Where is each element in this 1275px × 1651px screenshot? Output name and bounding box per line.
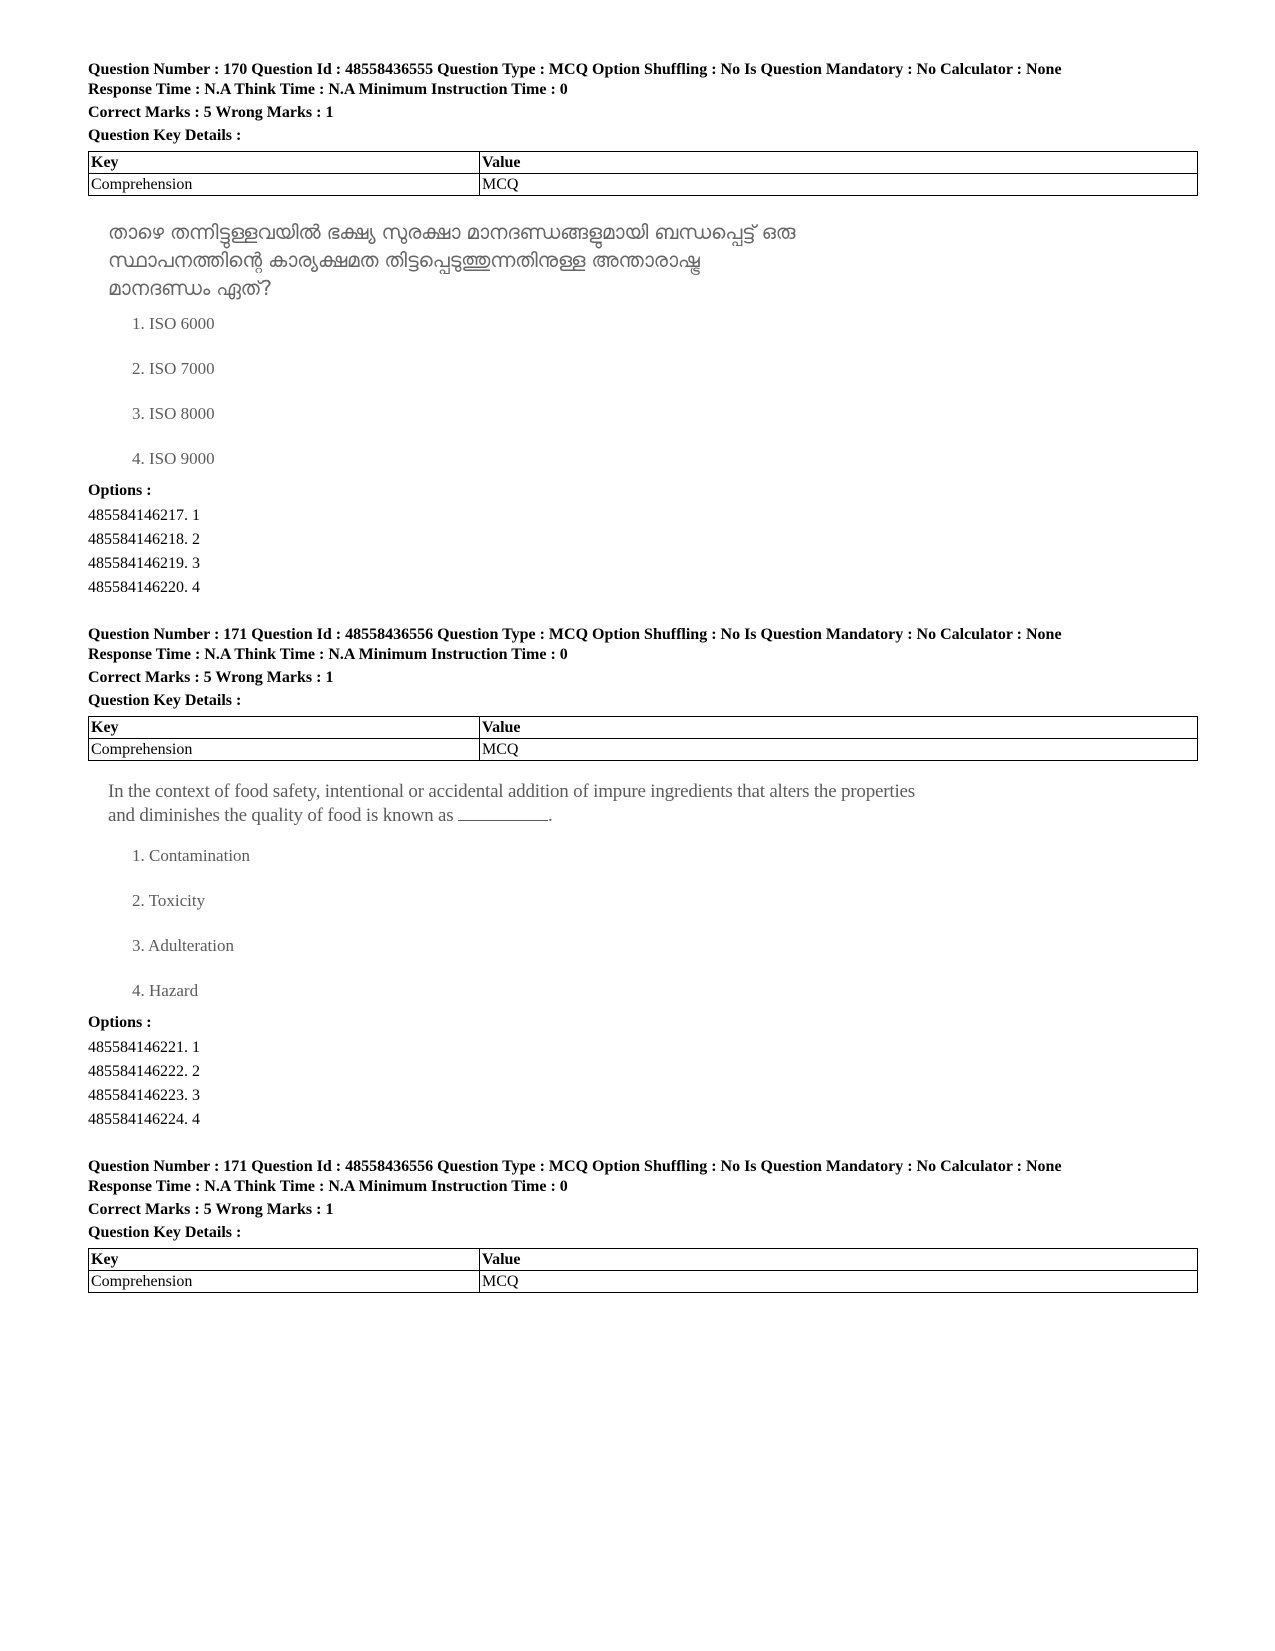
question-meta-line-1: Question Number : 171 Question Id : 48558436556 Question Type : MCQ Option Shuffling : No Is Question Mandatory : No Calculator : None (88, 1158, 1062, 1175)
key-table-row-value: MCQ (480, 739, 1198, 761)
option-row: 485584146222. 2 (88, 1063, 200, 1080)
key-table-row-key: Comprehension (89, 739, 480, 761)
question-stem-line: and diminishes the quality of food is known as . (108, 805, 553, 826)
options-label: Options : (88, 1014, 152, 1031)
key-table-row-key: Comprehension (89, 1271, 480, 1293)
answer-blank (458, 806, 548, 821)
question-meta (88, 1157, 1198, 1243)
question-block-170 (88, 60, 1198, 196)
key-table-header-value: Value (480, 717, 1198, 739)
question-key-details-label: Question Key Details : (88, 127, 242, 144)
question-choices-170 (108, 314, 215, 469)
choice-item: 2. Toxicity (132, 891, 206, 910)
choice-item: 3. Adulteration (132, 936, 234, 955)
question-marks: Correct Marks : 5 Wrong Marks : 1 (88, 669, 334, 686)
key-table-row-value: MCQ (480, 1271, 1198, 1293)
option-row: 485584146224. 4 (88, 1111, 200, 1128)
choice-item: 4. Hazard (132, 981, 199, 1000)
key-table-header-key: Key (89, 1249, 480, 1271)
options-label: Options : (88, 482, 152, 499)
question-meta-line-2: Response Time : N.A Think Time : N.A Minimum Instruction Time : 0 (88, 646, 568, 663)
key-table-header-key: Key (89, 152, 480, 174)
key-table-row-value: MCQ (480, 174, 1198, 196)
question-marks: Correct Marks : 5 Wrong Marks : 1 (88, 1201, 334, 1218)
key-table-header-value: Value (480, 1249, 1198, 1271)
option-row: 485584146218. 2 (88, 531, 200, 548)
question-choices-171 (108, 846, 250, 1001)
key-table-row (89, 174, 1198, 196)
key-table-header-key: Key (89, 717, 480, 739)
choice-item: 1. Contamination (132, 846, 251, 865)
question-image-171 (108, 780, 1108, 828)
question-meta-line-2: Response Time : N.A Think Time : N.A Minimum Instruction Time : 0 (88, 1178, 568, 1195)
option-row: 485584146223. 3 (88, 1087, 200, 1104)
choice-item: 3. ISO 8000 (132, 404, 215, 423)
key-table-header-row (89, 1249, 1198, 1271)
question-block-171-repeat (88, 1157, 1198, 1293)
question-stem-text: and diminishes the quality of food is known as (108, 805, 454, 826)
choice-item: 4. ISO 9000 (132, 449, 215, 468)
choice-item: 1. ISO 6000 (132, 314, 215, 333)
question-key-details-label: Question Key Details : (88, 1224, 242, 1241)
question-meta-line-2: Response Time : N.A Think Time : N.A Minimum Instruction Time : 0 (88, 81, 568, 98)
question-image-170 (108, 218, 1108, 302)
option-row: 485584146219. 3 (88, 555, 200, 572)
question-meta (88, 625, 1198, 711)
question-stem-line: In the context of food safety, intentional or accidental addition of impure ingredients that alters the properties (108, 781, 915, 802)
question-key-table (88, 1248, 1198, 1293)
question-stem-line: താഴെ തന്നിട്ടുള്ളവയിൽ ഭക്ഷ്യ സുരക്ഷാ മാനദണ്ഡങ്ങളുമായി ബന്ധപ്പെട്ട് ഒരു (108, 220, 796, 244)
options-section-170 (88, 481, 200, 600)
key-table-header-row (89, 717, 1198, 739)
question-key-table (88, 716, 1198, 761)
question-meta-line-1: Question Number : 171 Question Id : 48558436556 Question Type : MCQ Option Shuffling : No Is Question Mandatory : No Calculator : None (88, 626, 1062, 643)
question-stem-line: മാനദണ്ഡം ഏത്? (108, 276, 272, 300)
question-meta-line-1: Question Number : 170 Question Id : 48558436555 Question Type : MCQ Option Shuffling : No Is Question Mandatory : No Calculator : None (88, 61, 1062, 78)
question-key-details-label: Question Key Details : (88, 692, 242, 709)
options-section-171 (88, 1013, 200, 1132)
question-stem-line: സ്ഥാപനത്തിന്റെ കാര്യക്ഷമത തിട്ടപ്പെടുത്തുന്നതിനുള്ള അന്താരാഷ്ട്ര (108, 248, 700, 272)
key-table-row (89, 1271, 1198, 1293)
option-row: 485584146220. 4 (88, 579, 200, 596)
question-block-171 (88, 625, 1198, 761)
choice-item: 2. ISO 7000 (132, 359, 215, 378)
option-row: 485584146221. 1 (88, 1039, 200, 1056)
key-table-row (89, 739, 1198, 761)
question-marks: Correct Marks : 5 Wrong Marks : 1 (88, 104, 334, 121)
question-meta (88, 60, 1198, 146)
key-table-header-value: Value (480, 152, 1198, 174)
question-key-table (88, 151, 1198, 196)
key-table-row-key: Comprehension (89, 174, 480, 196)
key-table-header-row (89, 152, 1198, 174)
option-row: 485584146217. 1 (88, 507, 200, 524)
